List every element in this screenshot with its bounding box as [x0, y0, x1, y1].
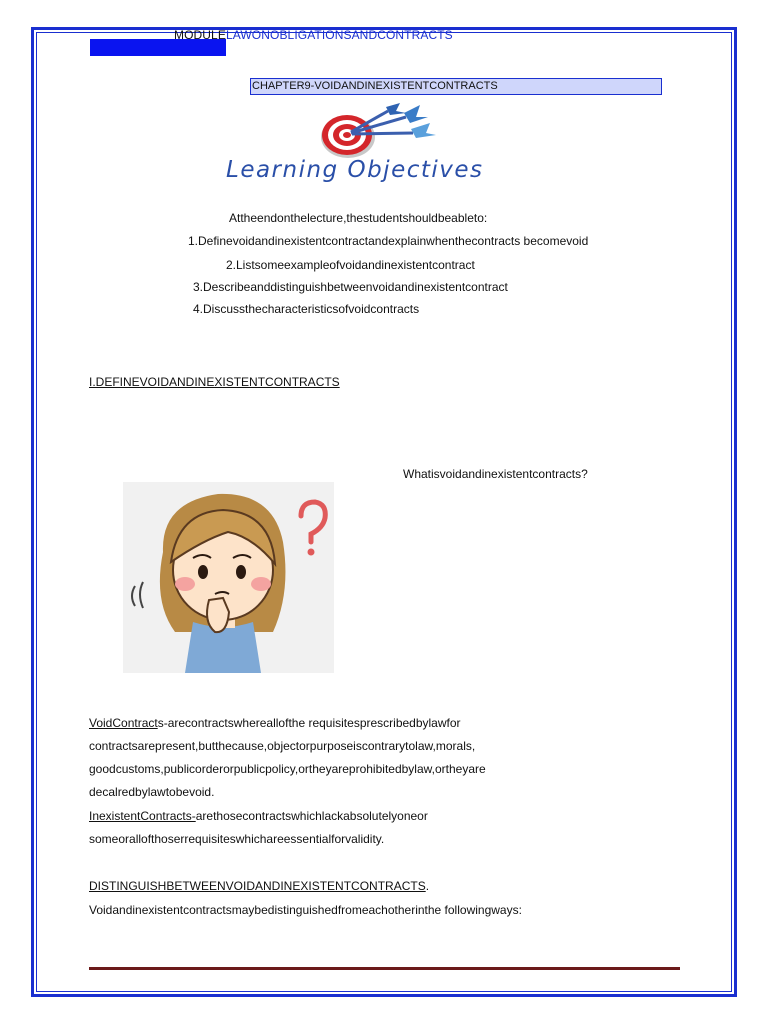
question-text: Whatisvoidandinexistentcontracts? — [403, 467, 588, 481]
objective-item: 1.Definevoidandinexistentcontractandexplainwhenthecontracts becomevoid — [188, 234, 589, 248]
thinking-girl-image — [123, 482, 334, 673]
target-with-darts-icon — [318, 103, 440, 161]
heading-period: . — [425, 879, 430, 893]
learning-objectives-title: Learning Objectives — [226, 157, 484, 183]
void-definition-line: decalredbylawtobevoid. — [89, 785, 215, 799]
distinguish-intro: Voidandinexistentcontractsmaybedistinguishedfromeachotherinthe followingways: — [89, 903, 522, 917]
void-definition-line: contractsarepresent,butthecause,objectorpurposeiscontrarytolaw,morals, — [89, 739, 476, 753]
objective-item: 4.Discussthecharacteristicsofvoidcontracts — [193, 302, 420, 316]
void-definition-line: goodcustoms,publicorderorpublicpolicy,ortheyareprohibitedbylaw,ortheyare — [89, 762, 486, 776]
module-name: LAWONOBLIGATIONSANDCONTRACTS — [225, 28, 453, 42]
distinguish-heading-text: DISTINGUISHBETWEENVOIDANDINEXISTENTCONTRACTS — [89, 879, 426, 893]
inexistent-definition-text: arethosecontractswhichlackabsolutelyoneor — [195, 809, 428, 823]
module-title — [174, 28, 453, 42]
void-contract-term: VoidContract — [89, 716, 158, 730]
inexistent-contract-term: InexistentContracts- — [89, 809, 196, 823]
void-definition-line — [89, 712, 461, 735]
inexistent-definition-line: someorallofthoserrequisiteswhichareessentialforvalidity. — [89, 832, 385, 846]
module-prefix: MODULE — [174, 28, 226, 42]
inexistent-definition-line — [89, 805, 428, 828]
section-heading-distinguish — [89, 875, 429, 898]
thinking-girl-icon — [123, 482, 334, 673]
footer-rule — [89, 967, 680, 970]
objective-item: 3.Describeanddistinguishbetweenvoidandinexistentcontract — [193, 280, 508, 294]
chapter-title: CHAPTER9-VOIDANDINEXISTENTCONTRACTS — [250, 78, 662, 95]
objective-item: 2.Listsomeexampleofvoidandinexistentcontract — [226, 258, 475, 272]
void-definition-text: s-arecontractswhereallofthe requisitesprescribedbylawfor — [157, 716, 461, 730]
objectives-intro: Attheendonthelecture,thestudentshouldbeableto: — [229, 211, 488, 225]
section-heading-define: I.DEFINEVOIDANDINEXISTENTCONTRACTS — [89, 375, 340, 389]
